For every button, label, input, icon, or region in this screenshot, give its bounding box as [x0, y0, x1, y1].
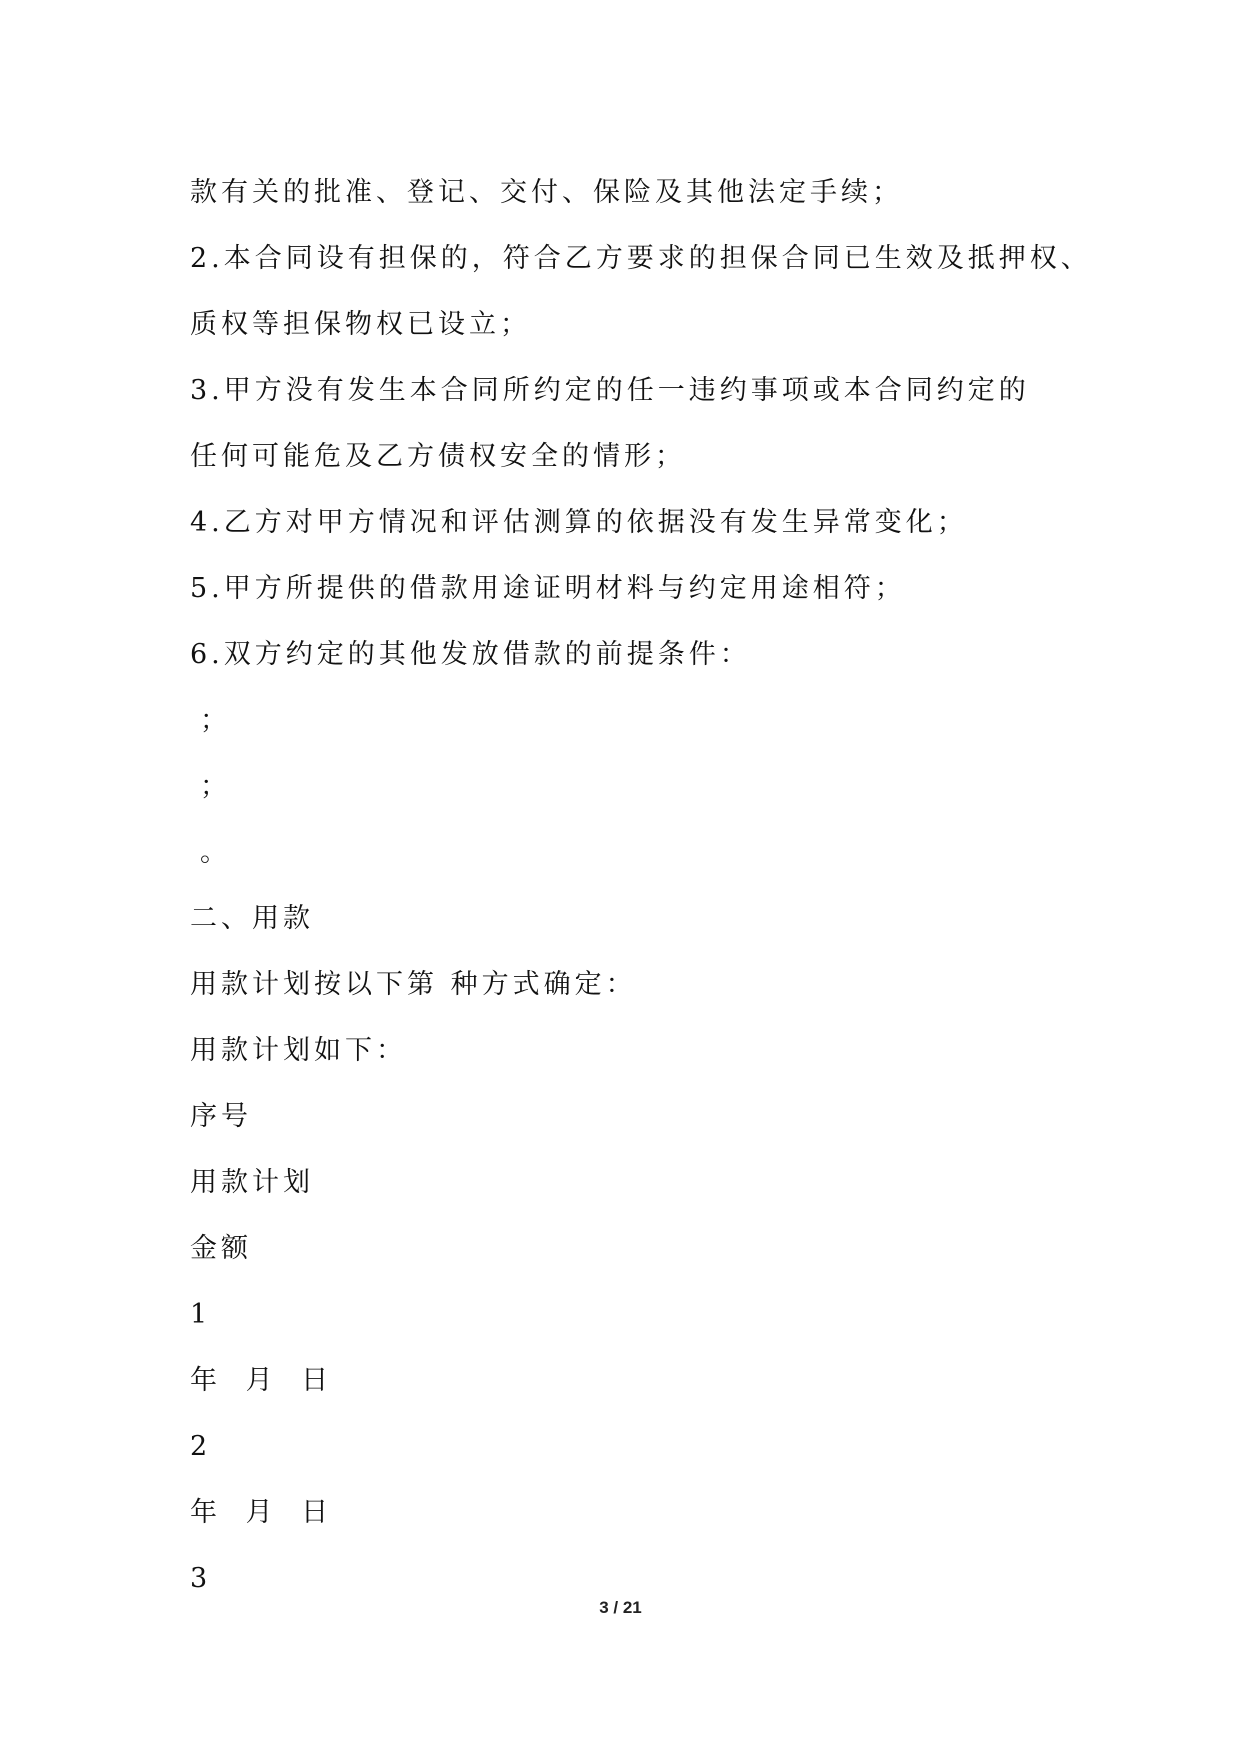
- table-cell: 2: [190, 1431, 212, 1462]
- text-line: 6.双方约定的其他发放借款的前提条件：: [190, 639, 751, 670]
- table-cell: 年 月 日: [190, 1365, 333, 1396]
- text-line: 3.甲方没有发生本合同所约定的任一违约事项或本合同约定的: [190, 375, 1030, 406]
- section-heading: 二、用款: [190, 903, 314, 934]
- text-line: 款有关的批准、登记、交付、保险及其他法定手续；: [190, 177, 903, 208]
- blank-line-semicolon: ；: [200, 705, 231, 736]
- text-line: 任何可能危及乙方债权安全的情形；: [190, 441, 686, 472]
- text-line: 5.甲方所提供的借款用途证明材料与约定用途相符；: [190, 573, 906, 604]
- table-cell: 年 月 日: [190, 1497, 333, 1528]
- document-body: [190, 160, 1090, 1612]
- text-line: 用款计划按以下第 种方式确定：: [190, 969, 637, 1000]
- table-header-cell: 序号: [190, 1101, 252, 1132]
- text-line: 用款计划如下：: [190, 1035, 407, 1066]
- text-line: 质权等担保物权已设立；: [190, 309, 531, 340]
- table-cell: 3: [190, 1563, 212, 1594]
- table-header-cell: 金额: [190, 1233, 252, 1264]
- table-header-cell: 用款计划: [190, 1167, 314, 1198]
- text-line: 4.乙方对甲方情况和评估测算的依据没有发生异常变化；: [190, 507, 968, 538]
- blank-line-semicolon: ；: [200, 771, 231, 802]
- blank-line-period: 。: [200, 837, 231, 868]
- text-line: 2.本合同设有担保的，符合乙方要求的担保合同已生效及抵押权、: [190, 243, 1092, 274]
- table-cell: 1: [190, 1299, 212, 1330]
- page-number: 3 / 21: [599, 1598, 642, 1617]
